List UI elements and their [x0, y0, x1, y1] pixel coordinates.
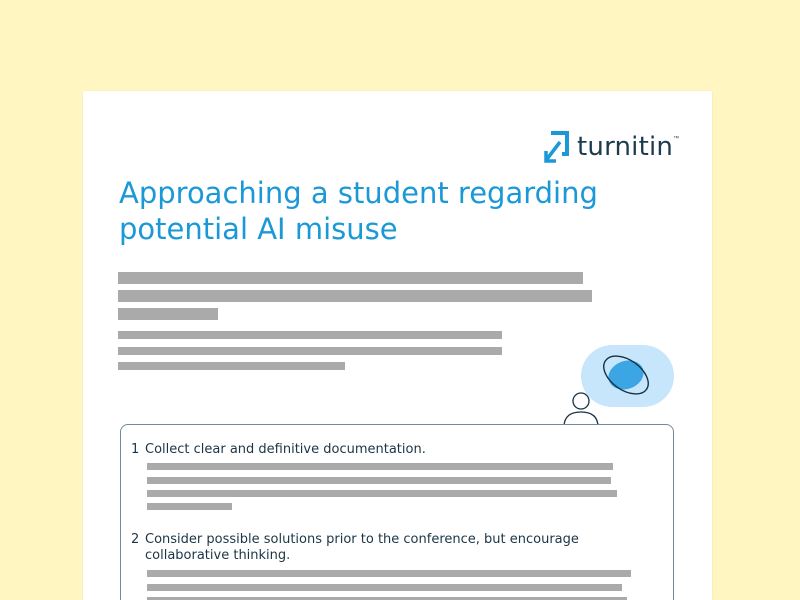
redacted-text-line — [118, 331, 502, 339]
redacted-text-line — [118, 362, 345, 370]
turnitin-logo — [543, 130, 679, 164]
step-item — [131, 442, 585, 458]
redacted-text-line — [147, 503, 232, 510]
redacted-text-line — [147, 570, 631, 577]
step-number: 1 — [131, 442, 140, 457]
step-item — [131, 532, 585, 564]
step-text: Collect clear and definitive documentation. — [145, 442, 426, 457]
document-page — [83, 91, 712, 600]
redacted-text-line — [118, 272, 583, 284]
user-icon — [561, 390, 601, 428]
redacted-text-line — [147, 584, 622, 591]
redacted-text-line — [118, 308, 218, 320]
redacted-text-line — [147, 477, 611, 484]
trademark-symbol: ™ — [673, 136, 680, 142]
ai-orb-icon — [598, 350, 654, 400]
turnitin-logo-text: turnitin — [577, 132, 674, 162]
redacted-text-line — [147, 463, 613, 470]
redacted-text-line — [147, 490, 617, 497]
step-text: Consider possible solutions prior to the conference, but encourage collaborative thinking. — [145, 532, 579, 563]
redacted-text-line — [118, 347, 502, 355]
redacted-text-line — [118, 290, 592, 302]
steps-box — [120, 424, 674, 600]
page-title: Approaching a student regarding potential AI misuse — [119, 176, 598, 246]
step-number: 2 — [131, 532, 140, 547]
turnitin-arrow-icon — [543, 130, 573, 164]
